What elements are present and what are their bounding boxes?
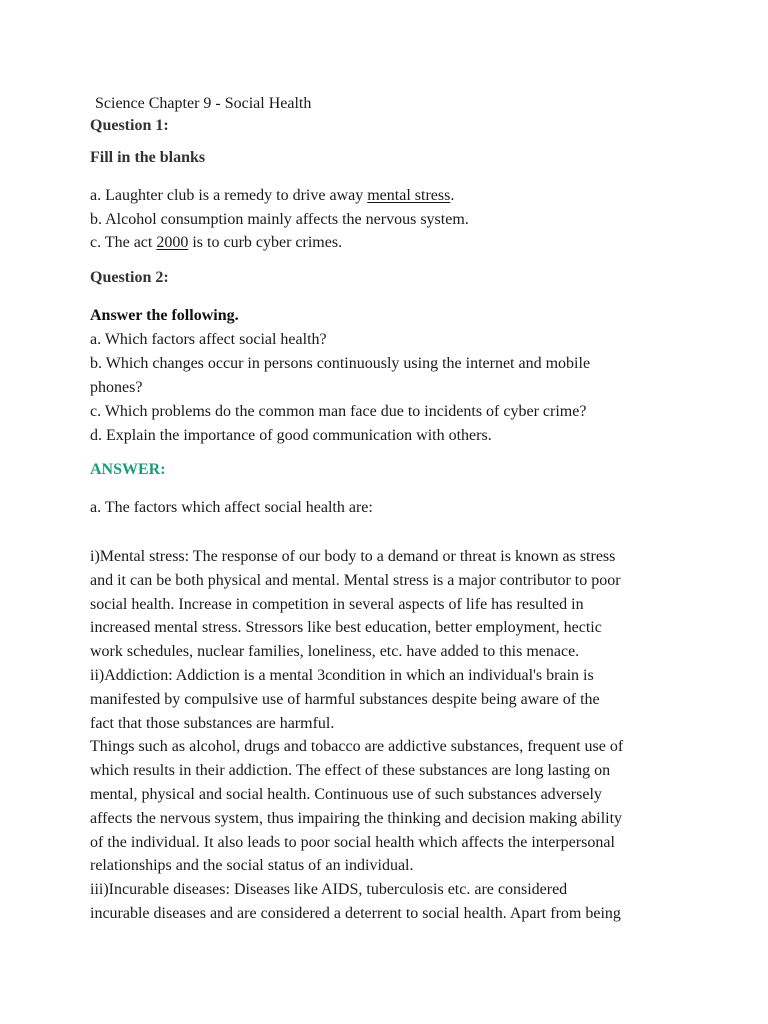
answer-heading: ANSWER: bbox=[90, 461, 166, 478]
answer-body-line: i)Mental stress: The response of our body to a demand or threat is known as stress bbox=[90, 548, 616, 565]
answer-body-line: relationships and the social status of an individual. bbox=[90, 857, 414, 875]
answer-body bbox=[90, 545, 690, 926]
answer-body-line: work schedules, nuclear families, loneliness, etc. have added to this menace. bbox=[90, 643, 580, 661]
answer-body-line: mental, physical and social health. Continuous use of such substances adversely bbox=[90, 785, 602, 803]
answer-body-line: social health. Increase in competition in several aspects of life has resulted in bbox=[90, 595, 584, 613]
fill-in-blanks-instruction: Fill in the blanks bbox=[90, 149, 206, 166]
answer-body-line: manifested by compulsive use of harmful substances despite being aware of the bbox=[90, 690, 600, 708]
answer-body-line: of the individual. It also leads to poor social health which affects the interpersonal bbox=[90, 833, 615, 851]
document-title: Science Chapter 9 - Social Health bbox=[95, 95, 312, 112]
blank-item-a-suffix: . bbox=[450, 187, 455, 204]
answer-body-line: fact that those substances are harmful. bbox=[90, 714, 335, 732]
blank-item-a bbox=[90, 185, 454, 207]
blank-answer-a: mental stress bbox=[367, 187, 451, 204]
question-2-line: phones? bbox=[90, 379, 143, 396]
answer-body-line: ii)Addiction: Addiction is a mental 3condition in which an individual's brain is bbox=[90, 666, 594, 684]
question-2-line: d. Explain the importance of good communication with others. bbox=[90, 427, 492, 444]
blank-item-c bbox=[90, 232, 342, 254]
answer-body-line: and it can be both physical and mental. Mental stress is a major contributor to poor bbox=[90, 571, 621, 589]
answer-following-instruction: Answer the following. bbox=[90, 307, 239, 324]
blank-item-a-prefix: a. Laughter club is a remedy to drive away bbox=[90, 187, 368, 204]
blank-answer-c: 2000 bbox=[156, 234, 189, 251]
answer-body-line: iii)Incurable diseases: Diseases like AIDS, tuberculosis etc. are considered bbox=[90, 881, 568, 899]
answer-body-line: Things such as alcohol, drugs and tobacco are addictive substances, frequent use of bbox=[90, 738, 624, 756]
answer-body-line: incurable diseases and are considered a deterrent to social health. Apart from being bbox=[90, 904, 621, 922]
answer-intro: a. The factors which affect social health are: bbox=[90, 499, 373, 516]
question-2-line: c. Which problems do the common man face due to incidents of cyber crime? bbox=[90, 403, 587, 420]
question-2-heading: Question 2: bbox=[90, 269, 169, 286]
question-1-heading: Question 1: bbox=[90, 117, 169, 134]
blank-item-b: b. Alcohol consumption mainly affects the nervous system. bbox=[90, 211, 469, 228]
answer-body-line: affects the nervous system, thus impairing the thinking and decision making ability bbox=[90, 809, 623, 827]
answer-body-line: increased mental stress. Stressors like best education, better employment, hectic bbox=[90, 619, 602, 637]
question-2-line: a. Which factors affect social health? bbox=[90, 331, 327, 348]
question-2-line: b. Which changes occur in persons continuously using the internet and mobile bbox=[90, 355, 591, 372]
answer-body-line: which results in their addiction. The effect of these substances are long lasting on bbox=[90, 762, 611, 780]
blank-item-c-suffix: is to curb cyber crimes. bbox=[188, 234, 343, 251]
blank-item-c-prefix: c. The act bbox=[90, 234, 157, 251]
